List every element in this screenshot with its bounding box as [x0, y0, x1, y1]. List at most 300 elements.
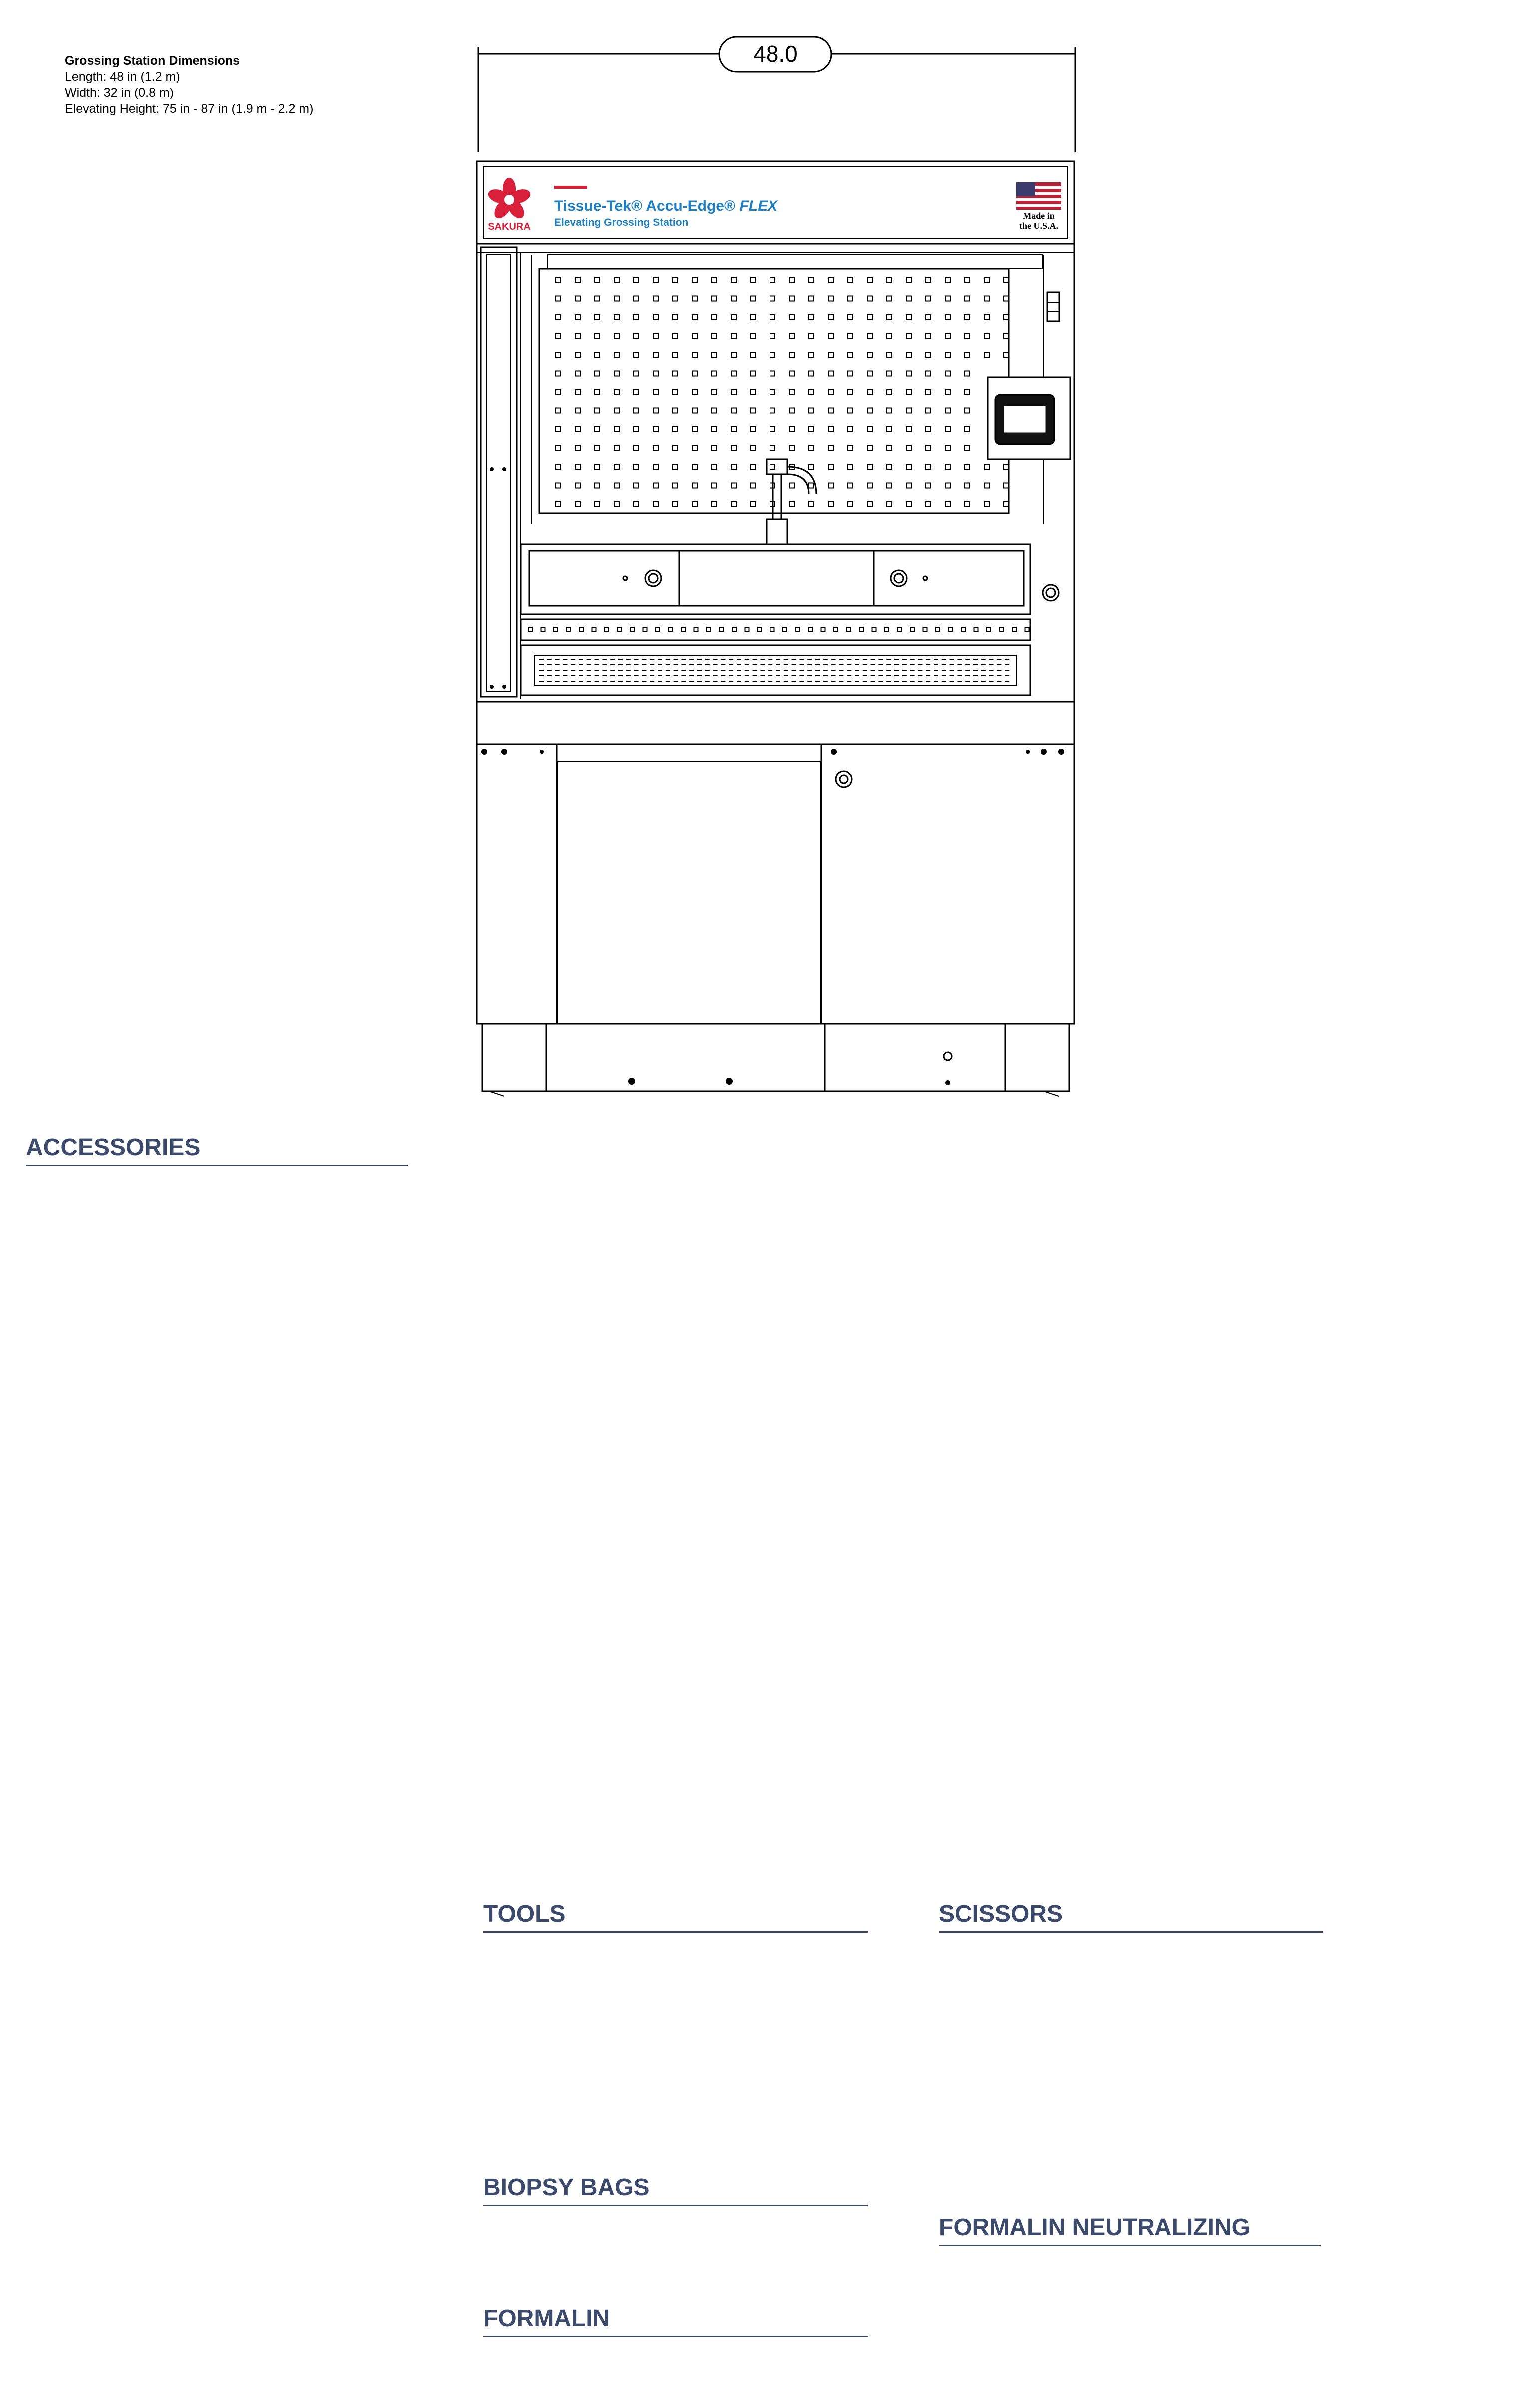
pegboard-hole — [634, 371, 639, 376]
rail-hole — [605, 627, 609, 631]
rail-hole — [910, 627, 914, 631]
rail-hole — [796, 627, 800, 631]
pegboard-hole — [653, 483, 658, 488]
pegboard-hole — [731, 277, 736, 282]
pegboard-hole — [945, 315, 950, 320]
pegboard-hole — [828, 277, 833, 282]
pegboard-holes — [556, 277, 1009, 507]
pegboard-hole — [789, 502, 794, 507]
pegboard-hole — [965, 296, 970, 301]
pegboard-hole — [751, 483, 756, 488]
pegboard-hole — [828, 296, 833, 301]
rail-hole — [643, 627, 647, 631]
pegboard-hole — [809, 352, 814, 357]
pegboard-hole — [848, 446, 853, 451]
rail-hole — [770, 627, 774, 631]
pegboard-hole — [945, 334, 950, 339]
rail-hole — [554, 627, 558, 631]
pegboard-hole — [692, 464, 697, 469]
pegboard-hole — [751, 464, 756, 469]
pegboard-hole — [751, 352, 756, 357]
pegboard-hole — [906, 427, 911, 432]
pegboard-hole — [945, 464, 950, 469]
pegboard-hole — [653, 371, 658, 376]
rail-hole — [567, 627, 571, 631]
pegboard-hole — [751, 427, 756, 432]
dimension-length: Length: 48 in (1.2 m) — [65, 70, 180, 84]
pegboard-hole — [575, 296, 580, 301]
pegboard-hole — [789, 296, 794, 301]
pegboard-hole — [575, 427, 580, 432]
pegboard-hole — [906, 334, 911, 339]
rail-hole — [821, 627, 825, 631]
pegboard-hole — [828, 334, 833, 339]
pegboard-hole — [634, 352, 639, 357]
pegboard-hole — [556, 446, 561, 451]
pegboard-hole — [867, 277, 872, 282]
pegboard-hole — [692, 296, 697, 301]
rail-hole — [923, 627, 927, 631]
pegboard-hole — [751, 334, 756, 339]
cabinet-door-lock — [836, 771, 852, 787]
faucet-spout — [787, 467, 816, 494]
pegboard-hole — [789, 483, 794, 488]
pegboard-hole — [789, 446, 794, 451]
work-surface — [521, 544, 1030, 614]
pegboard-hole — [731, 427, 736, 432]
pegboard-hole — [867, 352, 872, 357]
pegboard-hole — [965, 352, 970, 357]
pegboard-hole — [556, 352, 561, 357]
pegboard-hole — [614, 483, 619, 488]
pegboard-hole — [906, 277, 911, 282]
pegboard-hole — [809, 296, 814, 301]
pegboard-hole — [556, 502, 561, 507]
rail-hole — [859, 627, 863, 631]
pegboard-hole — [634, 315, 639, 320]
pegboard-hole — [556, 277, 561, 282]
pegboard-hole — [614, 334, 619, 339]
tools-heading: TOOLS — [483, 1901, 566, 1927]
width-callout-value: 48.0 — [753, 41, 798, 67]
rail-hole — [872, 627, 876, 631]
pegboard-hole — [965, 502, 970, 507]
rail-hole — [885, 627, 889, 631]
pegboard-hole — [926, 315, 931, 320]
pegboard-hole — [789, 352, 794, 357]
rail-hole — [1012, 627, 1016, 631]
pegboard-hole — [789, 371, 794, 376]
rail-strip — [521, 619, 1030, 640]
pegboard-hole — [653, 390, 658, 395]
rail-hole — [720, 627, 724, 631]
pegboard-hole — [984, 352, 989, 357]
pegboard-hole — [887, 296, 892, 301]
pegboard-hole — [575, 334, 580, 339]
pegboard-hole — [634, 502, 639, 507]
pegboard-hole — [926, 464, 931, 469]
pegboard-hole — [906, 352, 911, 357]
pegboard-hole — [926, 390, 931, 395]
pegboard-hole — [828, 446, 833, 451]
pegboard-hole — [731, 446, 736, 451]
pegboard-hole — [673, 464, 678, 469]
pegboard-hole — [867, 427, 872, 432]
pegboard-hole — [867, 464, 872, 469]
vent-slots — [539, 659, 1009, 681]
pegboard-hole — [848, 483, 853, 488]
pegboard-hole — [556, 296, 561, 301]
rail-hole — [758, 627, 762, 631]
pegboard-hole — [945, 446, 950, 451]
pegboard-hole — [984, 296, 989, 301]
pegboard-hole — [828, 408, 833, 413]
rail-hole — [630, 627, 634, 631]
pegboard-hole — [828, 390, 833, 395]
pegboard-hole — [712, 371, 717, 376]
pegboard-hole — [614, 296, 619, 301]
pegboard-hole — [751, 390, 756, 395]
pegboard-hole — [945, 483, 950, 488]
pegboard-hole — [595, 296, 600, 301]
right-drawer-knob — [891, 570, 907, 586]
pegboard-hole — [692, 352, 697, 357]
pegboard-hole — [945, 371, 950, 376]
pegboard-hole — [770, 334, 775, 339]
pegboard-hole — [926, 408, 931, 413]
rail-hole — [618, 627, 622, 631]
pegboard-hole — [789, 277, 794, 282]
pegboard-hole — [848, 408, 853, 413]
pegboard-hole — [848, 315, 853, 320]
pegboard-hole — [809, 483, 814, 488]
pegboard-hole — [867, 502, 872, 507]
pegboard-hole — [809, 502, 814, 507]
pegboard-hole — [595, 390, 600, 395]
pegboard-hole — [556, 464, 561, 469]
pegboard-hole — [673, 334, 678, 339]
pegboard-hole — [926, 277, 931, 282]
cabinet-door-left — [557, 744, 821, 1024]
pegboard-hole — [673, 352, 678, 357]
pegboard-hole — [945, 390, 950, 395]
pegboard-hole — [965, 427, 970, 432]
pegboard-hole — [965, 371, 970, 376]
pegboard-hole — [751, 502, 756, 507]
pegboard-hole — [965, 315, 970, 320]
pegboard-hole — [731, 334, 736, 339]
side-knob — [1043, 585, 1059, 601]
pegboard-hole — [614, 277, 619, 282]
pegboard-hole — [731, 483, 736, 488]
pegboard-hole — [712, 277, 717, 282]
pegboard-hole — [614, 502, 619, 507]
pegboard-hole — [945, 502, 950, 507]
pegboard-hole — [575, 408, 580, 413]
pegboard-hole — [595, 427, 600, 432]
pegboard-hole — [926, 371, 931, 376]
pegboard-hole — [867, 334, 872, 339]
pegboard-hole — [984, 334, 989, 339]
pegboard-hole — [867, 483, 872, 488]
pegboard-hole — [945, 427, 950, 432]
pegboard-hole — [828, 464, 833, 469]
pegboard-hole — [809, 390, 814, 395]
rail-hole — [1025, 627, 1029, 631]
pegboard-hole — [556, 408, 561, 413]
pegboard-hole — [848, 502, 853, 507]
side-switch — [1047, 292, 1059, 321]
biopsy-bags-heading: BIOPSY BAGS — [483, 2174, 650, 2201]
pegboard-hole — [556, 427, 561, 432]
pegboard-hole — [653, 277, 658, 282]
pegboard-hole — [770, 296, 775, 301]
pegboard-hole — [595, 334, 600, 339]
pegboard-hole — [906, 483, 911, 488]
pegboard-hole — [634, 446, 639, 451]
pegboard-hole — [595, 464, 600, 469]
pegboard-hole — [653, 334, 658, 339]
pegboard-hole — [653, 296, 658, 301]
pegboard-hole — [906, 408, 911, 413]
pegboard-hole — [634, 277, 639, 282]
leg-right — [1005, 1024, 1069, 1091]
pegboard-hole — [556, 315, 561, 320]
left-drawer-knob — [645, 570, 661, 586]
pegboard-hole — [984, 483, 989, 488]
pegboard-hole — [673, 502, 678, 507]
pegboard-hole — [595, 502, 600, 507]
pegboard-hole — [653, 464, 658, 469]
grossing-station-drawing — [0, 0, 1540, 1124]
pegboard-hole — [751, 277, 756, 282]
pegboard-hole — [653, 427, 658, 432]
pegboard-hole — [692, 408, 697, 413]
product-subtitle: Elevating Grossing Station — [554, 217, 689, 228]
pegboard-hole — [692, 483, 697, 488]
rail-hole — [1000, 627, 1004, 631]
pegboard-hole — [595, 408, 600, 413]
pegboard-hole — [751, 315, 756, 320]
pegboard-hole — [692, 334, 697, 339]
biopsy-bags-rule — [483, 2205, 868, 2206]
tools-section — [483, 1900, 868, 1933]
pegboard-hole — [751, 446, 756, 451]
pegboard-hole — [575, 277, 580, 282]
pegboard-hole — [575, 371, 580, 376]
rail-hole — [681, 627, 685, 631]
pegboard-hole — [867, 371, 872, 376]
pegboard-hole — [828, 427, 833, 432]
pegboard-hole — [692, 371, 697, 376]
pegboard-hole — [614, 446, 619, 451]
pegboard-hole — [848, 390, 853, 395]
pegboard-hole — [887, 315, 892, 320]
formalin-heading: FORMALIN — [483, 2305, 610, 2332]
pegboard-hole — [712, 427, 717, 432]
rail-hole — [961, 627, 965, 631]
pegboard-hole — [731, 464, 736, 469]
pegboard-hole — [984, 502, 989, 507]
pegboard-hole — [673, 315, 678, 320]
pegboard-hole — [731, 408, 736, 413]
formalin-neutralizing-section — [939, 2214, 1321, 2246]
pegboard-hole — [634, 408, 639, 413]
pegboard-hole — [906, 390, 911, 395]
pegboard-hole — [712, 502, 717, 507]
rail-hole — [834, 627, 838, 631]
pegboard-hole — [634, 427, 639, 432]
pegboard-hole — [692, 502, 697, 507]
pegboard-hole — [673, 277, 678, 282]
pegboard-hole — [789, 427, 794, 432]
right-drawer — [874, 551, 1024, 606]
pegboard-hole — [712, 446, 717, 451]
pegboard-hole — [828, 502, 833, 507]
pegboard-hole — [848, 277, 853, 282]
rail-hole — [808, 627, 812, 631]
pegboard-hole — [673, 427, 678, 432]
pegboard-hole — [887, 408, 892, 413]
pegboard-hole — [614, 408, 619, 413]
pegboard-hole — [595, 277, 600, 282]
pegboard-hole — [770, 408, 775, 413]
sakura-logo — [486, 178, 532, 221]
pegboard — [539, 269, 1009, 513]
pegboard-hole — [945, 352, 950, 357]
pegboard-hole — [906, 296, 911, 301]
pegboard-hole — [828, 371, 833, 376]
pegboard-hole — [867, 315, 872, 320]
pegboard-hole — [614, 371, 619, 376]
dimensions-title: Grossing Station Dimensions — [65, 54, 240, 68]
pegboard-hole — [770, 277, 775, 282]
pegboard-hole — [692, 315, 697, 320]
rail-hole — [528, 627, 532, 631]
pegboard-hole — [712, 315, 717, 320]
pegboard-hole — [809, 277, 814, 282]
pegboard-hole — [556, 483, 561, 488]
pegboard-hole — [984, 464, 989, 469]
made-in-country: the U.S.A. — [1019, 221, 1059, 231]
pegboard-hole — [731, 390, 736, 395]
pegboard-hole — [789, 334, 794, 339]
pegboard-hole — [848, 334, 853, 339]
pegboard-hole — [984, 277, 989, 282]
pegboard-hole — [614, 390, 619, 395]
pegboard-hole — [712, 390, 717, 395]
pegboard-hole — [712, 296, 717, 301]
pegboard-hole — [731, 352, 736, 357]
pegboard-hole — [692, 390, 697, 395]
tools-rule — [483, 1931, 868, 1933]
pegboard-hole — [712, 352, 717, 357]
pegboard-hole — [926, 352, 931, 357]
pegboard-hole — [906, 446, 911, 451]
pegboard-hole — [945, 408, 950, 413]
pegboard-hole — [614, 315, 619, 320]
pegboard-hole — [887, 277, 892, 282]
pegboard-hole — [575, 315, 580, 320]
pegboard-hole — [712, 464, 717, 469]
pegboard-hole — [731, 296, 736, 301]
pegboard-hole — [926, 446, 931, 451]
pegboard-hole — [595, 371, 600, 376]
faucet-base — [767, 519, 787, 544]
pegboard-hole — [575, 390, 580, 395]
pegboard-hole — [887, 371, 892, 376]
pegboard-hole — [906, 502, 911, 507]
pegboard-hole — [751, 371, 756, 376]
formalin-neutralizing-heading: FORMALIN NEUTRALIZING — [939, 2214, 1250, 2241]
lower-panel-right — [825, 1024, 1005, 1091]
pegboard-hole — [770, 352, 775, 357]
dimension-height: Elevating Height: 75 in - 87 in (1.9 m - 2.2 m) — [65, 102, 314, 116]
rail-hole — [974, 627, 978, 631]
rail-hole — [656, 627, 660, 631]
pegboard-hole — [867, 390, 872, 395]
pegboard-hole — [712, 334, 717, 339]
pegboard-hole — [673, 296, 678, 301]
rail-hole — [949, 627, 953, 631]
scissors-heading: SCISSORS — [939, 1901, 1063, 1927]
pegboard-hole — [809, 371, 814, 376]
pegboard-hole — [789, 390, 794, 395]
pegboard-hole — [887, 502, 892, 507]
pegboard-hole — [887, 334, 892, 339]
pegboard-hole — [887, 446, 892, 451]
rail-hole — [732, 627, 736, 631]
pegboard-hole — [828, 483, 833, 488]
pegboard-hole — [867, 408, 872, 413]
pegboard-hole — [673, 446, 678, 451]
pegboard-hole — [965, 277, 970, 282]
pegboard-hole — [770, 427, 775, 432]
pegboard-hole — [673, 371, 678, 376]
pegboard-hole — [906, 315, 911, 320]
pegboard-hole — [926, 483, 931, 488]
pegboard-hole — [809, 446, 814, 451]
formalin-neutralizing-rule — [939, 2245, 1321, 2246]
pegboard-hole — [634, 483, 639, 488]
pegboard-hole — [887, 390, 892, 395]
left-column — [481, 247, 517, 697]
pegboard-hole — [575, 352, 580, 357]
dimension-width: Width: 32 in (0.8 m) — [65, 86, 174, 100]
pegboard-hole — [867, 446, 872, 451]
pegboard-hole — [809, 315, 814, 320]
pegboard-hole — [595, 315, 600, 320]
left-drawer — [529, 551, 679, 606]
pegboard-hole — [673, 390, 678, 395]
pegboard-hole — [887, 427, 892, 432]
pegboard-hole — [614, 427, 619, 432]
pegboard-hole — [556, 371, 561, 376]
accessories-rule — [26, 1165, 408, 1166]
pegboard-hole — [575, 483, 580, 488]
rail-hole — [541, 627, 545, 631]
product-name: Tissue-Tek® Accu-Edge® FLEX — [554, 198, 778, 214]
pegboard-hole — [770, 371, 775, 376]
pegboard-hole — [945, 296, 950, 301]
pegboard-hole — [595, 483, 600, 488]
accessories-heading: ACCESSORIES — [26, 1134, 201, 1161]
pegboard-hole — [887, 483, 892, 488]
pegboard-hole — [965, 334, 970, 339]
pegboard-hole — [770, 390, 775, 395]
pegboard-hole — [789, 408, 794, 413]
base-band — [477, 702, 1074, 744]
